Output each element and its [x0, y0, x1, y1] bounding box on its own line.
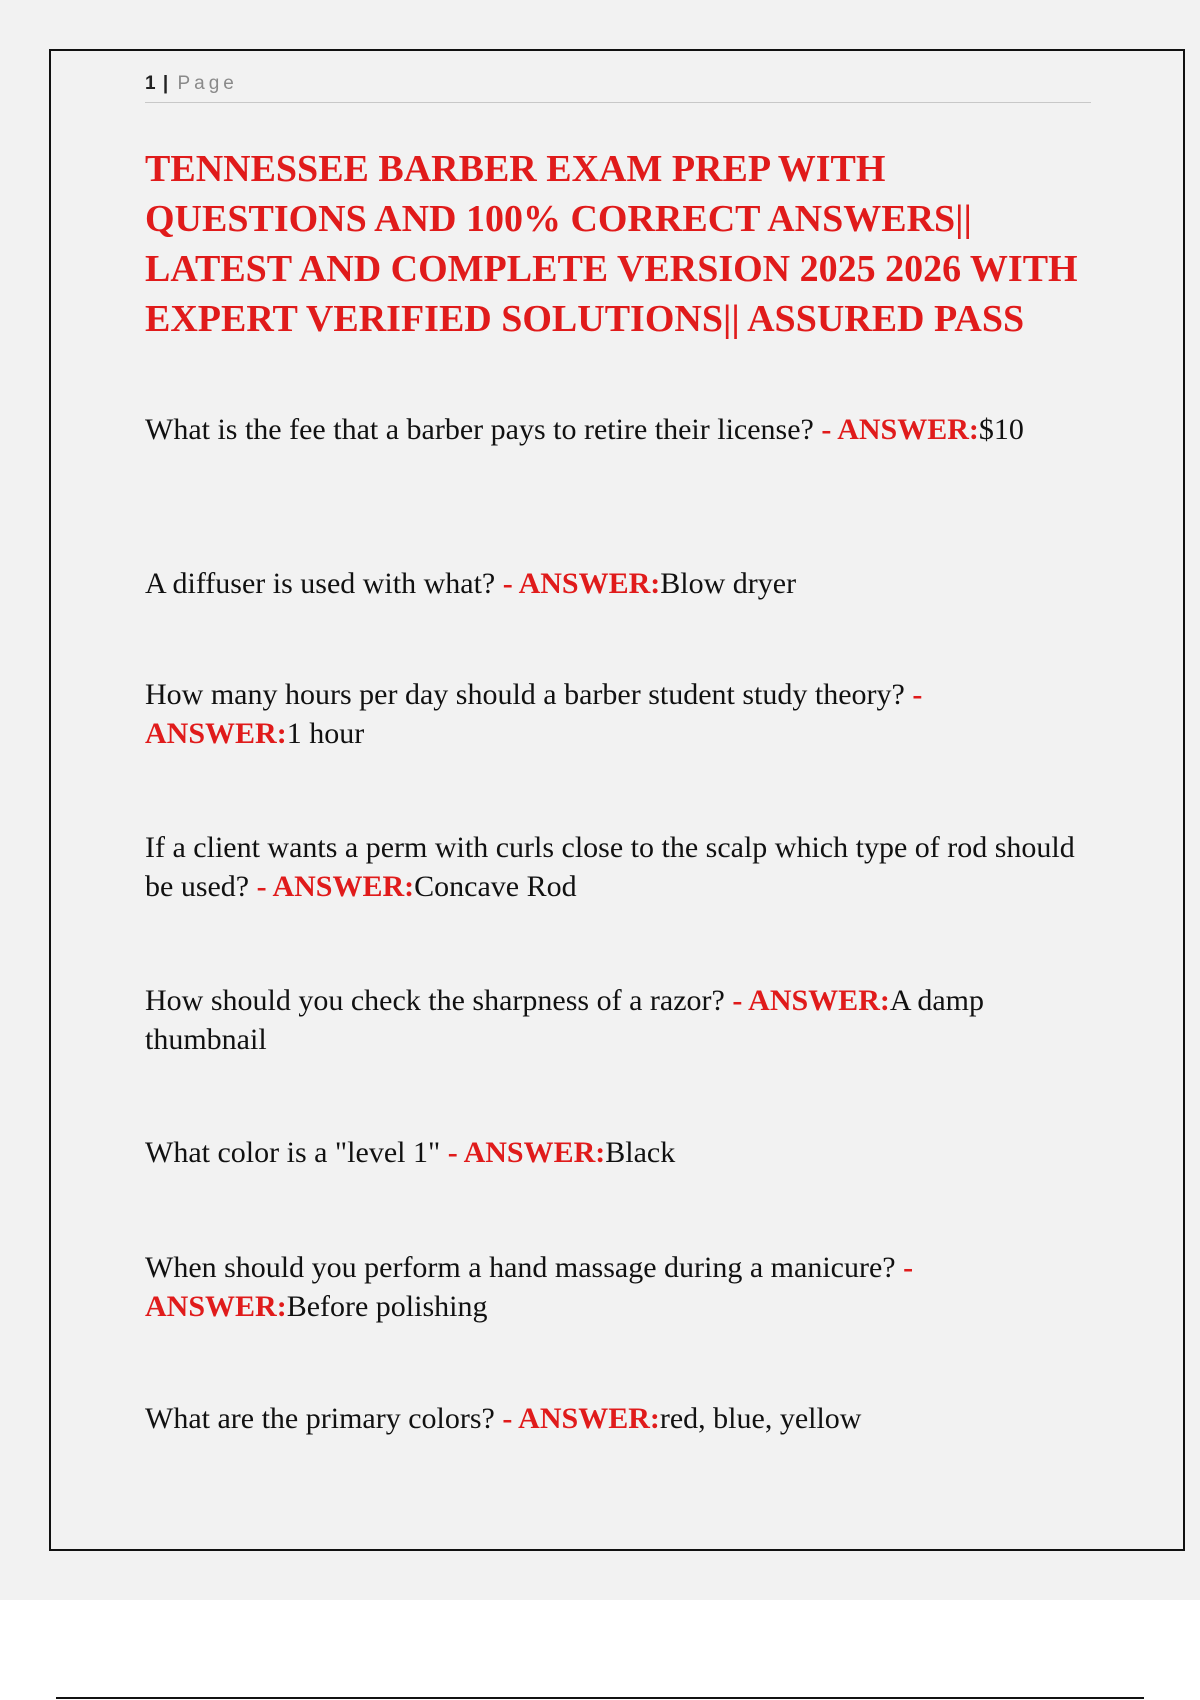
question-text: What is the fee that a barber pays to retire their license?: [145, 413, 822, 446]
answer-text: $10: [978, 413, 1024, 446]
footer-divider: [56, 1697, 1144, 1699]
qa-item: [145, 564, 1075, 603]
answer-label: - ANSWER:: [502, 567, 661, 600]
question-text: What are the primary colors?: [145, 1402, 503, 1435]
answer-text: 1 hour: [286, 717, 365, 750]
answer-text: Before polishing: [286, 1290, 488, 1323]
question-text: When should you perform a hand massage during a manicure?: [145, 1251, 904, 1284]
page-separator: |: [162, 73, 169, 94]
qa-item: [145, 1133, 1075, 1172]
qa-item: [145, 1399, 1075, 1438]
question-text: If a client wants a perm with curls close to the scalp which type of rod should be used?: [145, 831, 1075, 903]
answer-label: - ANSWER:: [447, 1136, 606, 1169]
answer-text: Concave Rod: [414, 870, 577, 903]
answer-text: Blow dryer: [660, 567, 797, 600]
answer-text: red, blue, yellow: [659, 1402, 862, 1435]
page-number: 1: [145, 73, 156, 94]
qa-item: [145, 1248, 1075, 1326]
answer-text: Black: [605, 1136, 676, 1169]
question-text: What color is a "level 1": [145, 1136, 448, 1169]
qa-item: [145, 981, 1075, 1059]
page-header: [145, 72, 1091, 103]
answer-label: - ANSWER:: [145, 678, 923, 750]
answer-label: - ANSWER:: [502, 1402, 660, 1435]
question-text: How many hours per day should a barber student study theory?: [145, 678, 913, 711]
answer-label: - ANSWER:: [256, 870, 415, 903]
document-title: TENNESSEE BARBER EXAM PREP WITH QUESTIONS AND 100% CORRECT ANSWERS|| LATEST AND COMPLETE VERSION 2025 2026 WITH EXPERT VERIFIED SOLUTIONS|| ASSURED PASS: [145, 148, 1078, 340]
question-text: A diffuser is used with what?: [145, 567, 503, 600]
qa-item: [145, 410, 1075, 449]
answer-text: A damp thumbnail: [145, 984, 985, 1056]
qa-item: [145, 675, 1075, 753]
question-text: How should you check the sharpness of a razor?: [145, 984, 733, 1017]
answer-label: - ANSWER:: [145, 1251, 914, 1323]
answer-label: - ANSWER:: [821, 413, 979, 446]
answer-label: - ANSWER:: [732, 984, 890, 1017]
qa-item: [145, 828, 1075, 906]
page-word: Page: [177, 73, 238, 94]
